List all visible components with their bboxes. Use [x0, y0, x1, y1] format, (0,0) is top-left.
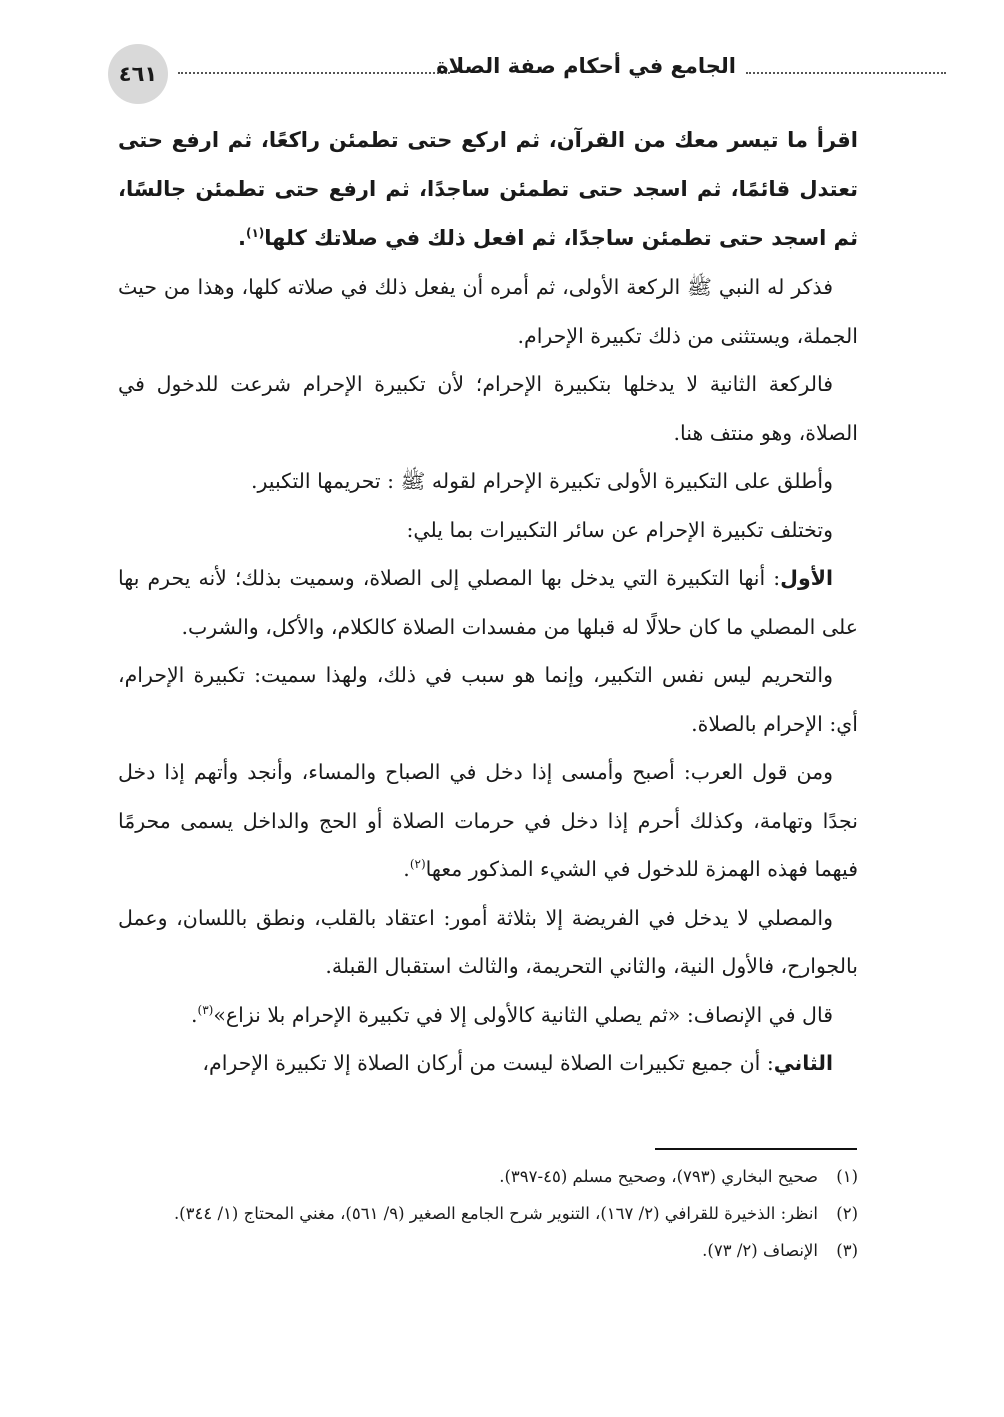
footnote-ref-2[interactable]: (٢) — [409, 857, 426, 872]
point-text: : أنها التكبيرة التي يدخل بها المصلي إلى الصلاة، وسميت بذلك؛ لأنه يحرم بها على المصلي ما كان حلالًا له قبلها من مفسدات الصلاة كالكلام، والأكل، والشرب. — [118, 566, 858, 639]
footnote-number: (٣) — [836, 1241, 858, 1260]
page-header — [108, 44, 846, 106]
main-text — [118, 116, 858, 1088]
footnote-text: صحيح البخاري (٧٩٣)، وصحيح مسلم (٤٥-٣٩٧). — [499, 1167, 818, 1186]
hadith-period: . — [237, 226, 246, 250]
paragraph: وأطلق على التكبيرة الأولى تكبيرة الإحرام لقوله ﷺ : تحريمها التكبير. — [250, 469, 833, 493]
paragraph-text: ومن قول العرب: أصبح وأمسى إذا دخل في الصباح والمساء، وأنجد وأتهم إذا دخل نجدًا وتهامة، وكذلك أحرم إذا دخل في حرمات الصلاة أو الحج والداخل يسمى محرمًا فيهما فهذه الهمزة للدخول في الشيء المذكور معها — [118, 760, 858, 881]
paragraph: والتحريم ليس نفس التكبير، وإنما هو سبب في ذلك، ولهذا سميت: تكبيرة الإحرام، أي: الإحرام بالصلاة. — [118, 663, 858, 736]
paragraph: فذكر له النبي ﷺ الركعة الأولى، ثم أمره أن يفعل ذلك في صلاته كلها، وهذا من حيث الجملة، ويستثنى من ذلك تكبيرة الإحرام. — [118, 275, 858, 348]
paragraph-quote — [118, 991, 858, 1040]
footnote-number: (١) — [836, 1167, 858, 1186]
footnote-item — [118, 1232, 858, 1269]
point-heading-first: الأول — [780, 566, 833, 590]
footnote-ref-3[interactable]: (٣) — [197, 1002, 214, 1017]
header-dotted-leader-right — [746, 72, 946, 74]
paragraph-second-point — [118, 1039, 858, 1088]
footnote-text: انظر: الذخيرة للقرافي (٢/ ١٦٧)، التنوير شرح الجامع الصغير (٩/ ٥٦١)، مغني المحتاج (١/ ٣٤٤). — [173, 1204, 818, 1223]
running-title: الجامع في أحكام صفة الصلاة — [436, 54, 736, 78]
paragraph: فالركعة الثانية لا يدخلها بتكبيرة الإحرام؛ لأن تكبيرة الإحرام شرعت للدخول في الصلاة، وهو منتف هنا. — [118, 372, 858, 445]
hadith-text: اقرأ ما تيسر معك من القرآن، ثم اركع حتى تطمئن راكعًا، ثم ارفع حتى تعتدل قائمًا، ثم اسجد حتى تطمئن ساجدًا، ثم ارفع حتى تطمئن جالسًا، ثم اسجد حتى تطمئن ساجدًا، ثم افعل ذلك في صلاتك كلها — [118, 128, 858, 250]
paragraph: وتختلف تكبيرة الإحرام عن سائر التكبيرات بما يلي: — [406, 517, 833, 542]
page-number-badge: ٤٦١ — [108, 44, 168, 104]
paragraph-first-point — [118, 554, 858, 651]
footnote-text: الإنصاف (٢/ ٧٣). — [702, 1241, 818, 1260]
footnote-ref-1[interactable]: (١) — [245, 226, 265, 240]
footnote-item — [118, 1195, 858, 1232]
paragraph — [118, 748, 858, 894]
quote-text: قال في الإنصاف: «ثم يصلي الثانية كالأولى إلا في تكبيرة الإحرام بلا نزاع» — [213, 1002, 833, 1027]
point-heading-second: الثاني — [773, 1051, 833, 1075]
hadith-quote-paragraph — [118, 116, 858, 263]
paragraph-period: . — [403, 857, 410, 881]
quote-period: . — [191, 1002, 198, 1027]
footnotes — [118, 1158, 858, 1269]
header-dotted-leader-left — [178, 72, 450, 74]
footnote-item — [118, 1158, 858, 1195]
footnote-separator — [655, 1148, 857, 1150]
footnote-number: (٢) — [836, 1204, 858, 1223]
point-text: : أن جميع تكبيرات الصلاة ليست من أركان الصلاة إلا تكبيرة الإحرام، — [202, 1051, 774, 1075]
paragraph: والمصلي لا يدخل في الفريضة إلا بثلاثة أمور: اعتقاد بالقلب، ونطق باللسان، وعمل بالجوارح، فالأول النية، والثاني التحريمة، والثالث استقبال القبلة. — [118, 905, 858, 978]
